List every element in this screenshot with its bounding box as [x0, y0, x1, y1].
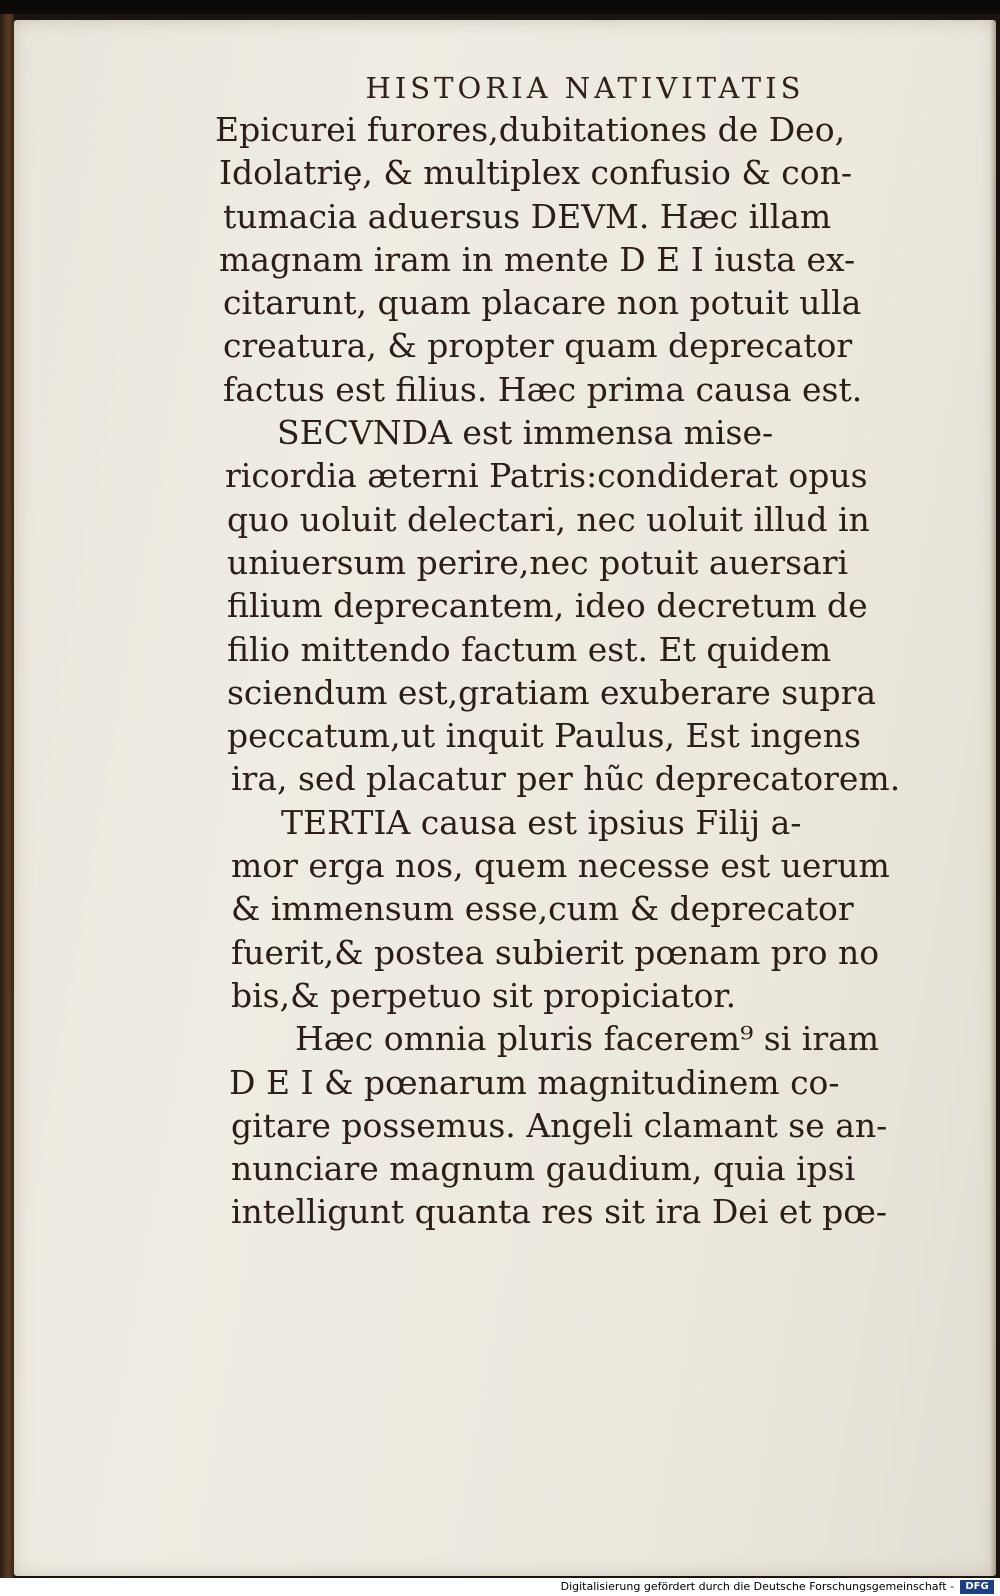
- text-line: factus est filius. Hæc prima causa est.: [223, 369, 863, 409]
- text-line: TERTIA causa est ipsius Filij a-: [281, 802, 802, 842]
- text-line: intelligunt quanta res sit ira Dei et pœ-: [231, 1192, 888, 1232]
- text-line: bis,& perpetuo sit propiciator.: [231, 975, 737, 1015]
- text-line: Hæc omnia pluris facerem⁹ si iram: [295, 1019, 880, 1059]
- page-gutter-shadow: [990, 20, 996, 1576]
- text-block: [205, 68, 905, 1234]
- text-line: uniuersum perire,nec potuit auersari: [227, 542, 849, 582]
- text-line: Epicurei furores,dubitationes de Deo,: [215, 110, 846, 149]
- text-line: ira, sed placatur per hũc deprecatorem.: [231, 759, 901, 799]
- text-line: SECVNDA est immensa mise-: [277, 413, 774, 453]
- text-line: ricordia æterni Patris:condiderat opus: [225, 456, 868, 496]
- text-line: citarunt, quam placare non potuit ulla: [223, 283, 862, 323]
- text-line: filium deprecantem, ideo decretum de: [227, 586, 868, 626]
- text-line: & immensum esse,cum & deprecator: [231, 889, 854, 929]
- scan-top-edge: [0, 0, 1000, 14]
- text-line: mor erga nos, quem necesse est uerum: [231, 846, 890, 886]
- text-line: creatura, & propter quam deprecator: [223, 326, 853, 366]
- text-line: magnam iram in mente D E I iusta ex-: [219, 239, 856, 279]
- digitization-credit: Digitalisierung gefördert durch die Deutsche Forschungsgemeinschaft -: [560, 1580, 954, 1593]
- dfg-logo: DFG: [960, 1580, 994, 1594]
- text-line: tumacia aduersus DEVM. Hæc illam: [223, 196, 832, 236]
- text-line: gitare possemus. Angeli clamant se an-: [231, 1105, 888, 1145]
- text-line: quo uoluit delectari, nec uoluit illud in: [227, 499, 870, 539]
- text-line: nunciare magnum gaudium, quia ipsi: [231, 1149, 856, 1189]
- book-cover-edge: [0, 14, 14, 1578]
- running-head: HISTORIA NATIVITATIS: [365, 71, 805, 105]
- text-line: peccatum,ut inquit Paulus, Est ingens: [227, 716, 861, 756]
- text-line: filio mittendo factum est. Et quidem: [227, 629, 832, 669]
- text-line: Idolatriȩ, & multiplex confusio & con-: [219, 153, 852, 193]
- text-line: fuerit,& postea subierit pœnam pro no: [231, 932, 880, 972]
- text-line: sciendum est,gratiam exuberare supra: [227, 672, 877, 712]
- text-line: D E I & pœnarum magnitudinem co-: [229, 1062, 840, 1102]
